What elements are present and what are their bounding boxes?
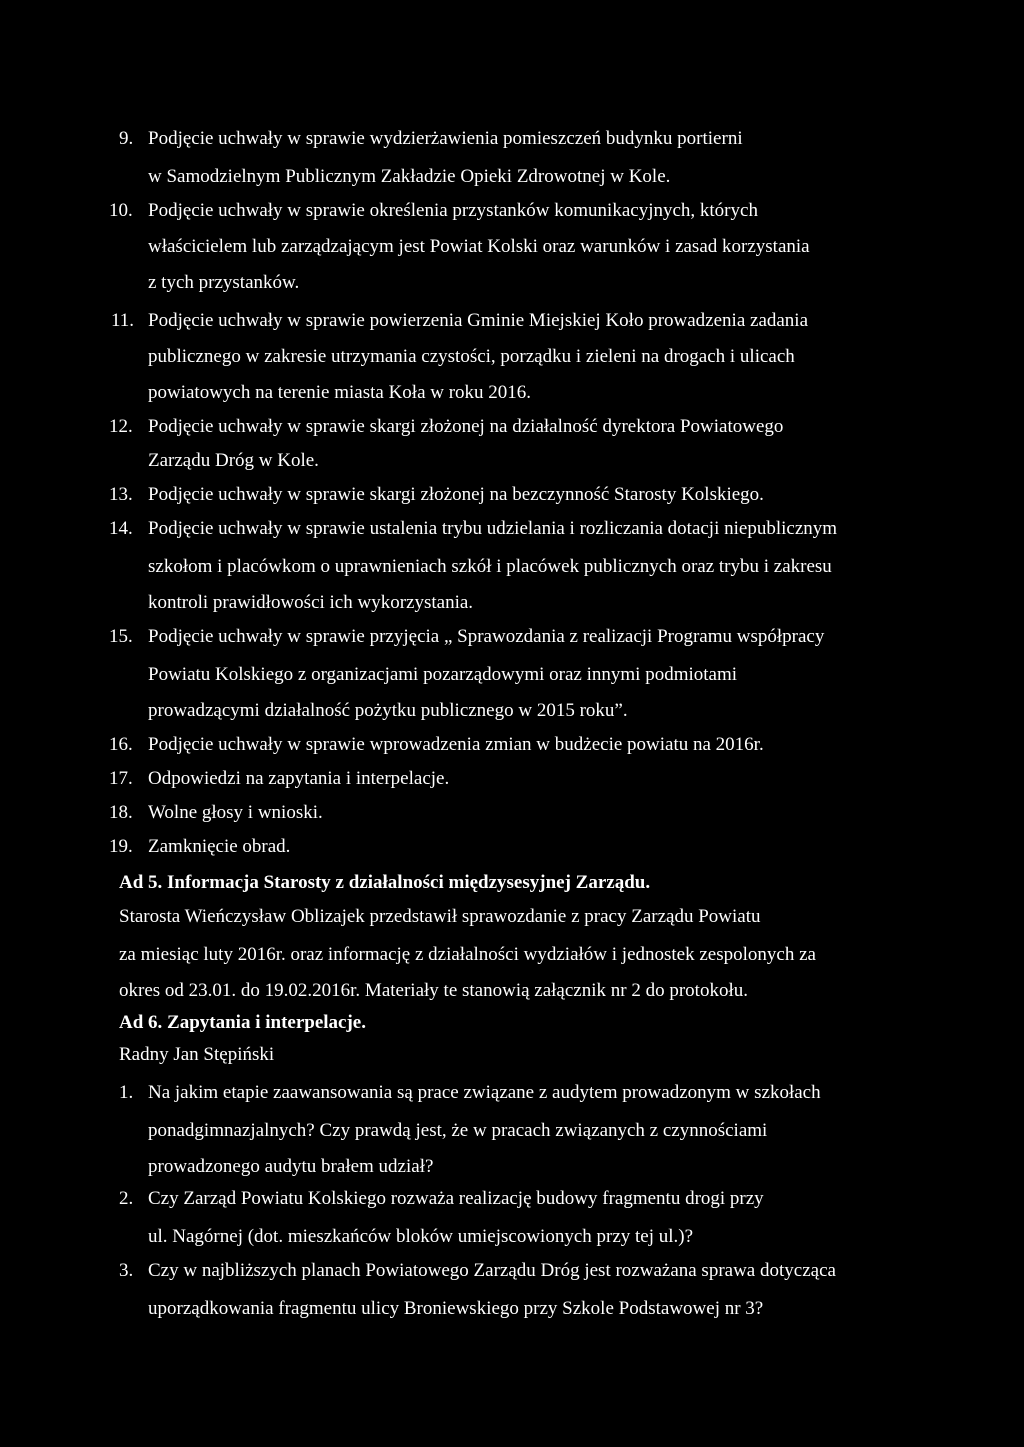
agenda-item-text-line: Zarządu Dróg w Kole. xyxy=(148,450,319,471)
agenda-item-text-line: Podjęcie uchwały w sprawie ustalenia trybu udzielania i rozliczania dotacji niepublicznym xyxy=(148,518,838,539)
agenda-item-text-line: szkołom i placówkom o uprawnieniach szkół i placówek publicznych oraz trybu i zakresu xyxy=(148,556,832,577)
section-heading-ad5 xyxy=(119,872,899,894)
agenda-item-text-line: kontroli prawidłowości ich wykorzystania. xyxy=(148,592,474,613)
agenda-item-text-line: Podjęcie uchwały w sprawie wprowadzenia zmian w budżecie powiatu na 2016r. xyxy=(148,734,764,755)
agenda-item-number: 10. xyxy=(109,200,133,221)
agenda-item-text-line: z tych przystanków. xyxy=(148,272,300,293)
speaker-name xyxy=(119,1044,899,1066)
agenda-item-number: 13. xyxy=(109,484,133,505)
agenda-item-text-line: Podjęcie uchwały w sprawie określenia przystanków komunikacyjnych, których xyxy=(148,200,758,221)
question-text-line: Na jakim etapie zaawansowania są prace związane z audytem prowadzonym w szkołach xyxy=(148,1082,821,1103)
agenda-item-text-line: właścicielem lub zarządzającym jest Powiat Kolski oraz warunków i zasad korzystania xyxy=(148,236,810,257)
section-heading-text: Ad 6. Zapytania i interpelacje. xyxy=(119,1012,366,1033)
agenda-item-text-line: Podjęcie uchwały w sprawie powierzenia Gminie Miejskiej Koło prowadzenia zadania xyxy=(148,310,809,331)
question-text-line: Czy Zarząd Powiatu Kolskiego rozważa realizację budowy fragmentu drogi przy xyxy=(148,1188,764,1209)
agenda-item-text-line: publicznego w zakresie utrzymania czystości, porządku i zieleni na drogach i ulicach xyxy=(148,346,795,367)
agenda-item-number: 11. xyxy=(111,310,135,331)
ad5-paragraph xyxy=(119,906,899,1002)
agenda-item-number: 14. xyxy=(109,518,133,539)
agenda-item-text-line: powiatowych na terenie miasta Koła w roku 2016. xyxy=(148,382,532,403)
question-number: 1. xyxy=(119,1082,134,1103)
question-text-line: uporządkowania fragmentu ulicy Broniewskiego przy Szkole Podstawowej nr 3? xyxy=(148,1298,764,1319)
agenda-item-text-line: Zamknięcie obrad. xyxy=(148,836,291,857)
paragraph-line: za miesiąc luty 2016r. oraz informację z działalności wydziałów i jednostek zespolonych za xyxy=(119,944,816,965)
paragraph-line: okres od 23.01. do 19.02.2016r. Materiały te stanowią załącznik nr 2 do protokołu. xyxy=(119,980,748,1001)
question-text-line: ul. Nagórnej (dot. mieszkańców bloków umiejscowionych przy tej ul.)? xyxy=(148,1226,694,1247)
question-number: 3. xyxy=(119,1260,134,1281)
question-text-line: Czy w najbliższych planach Powiatowego Zarządu Dróg jest rozważana sprawa dotycząca xyxy=(148,1260,836,1281)
question-number: 2. xyxy=(119,1188,134,1209)
paragraph-line: Starosta Wieńczysław Oblizajek przedstawił sprawozdanie z pracy Zarządu Powiatu xyxy=(119,906,761,927)
agenda-item-text-line: Podjęcie uchwały w sprawie skargi złożonej na bezczynność Starosty Kolskiego. xyxy=(148,484,764,505)
agenda-item-number: 19. xyxy=(109,836,133,857)
agenda-item-number: 18. xyxy=(109,802,133,823)
agenda-item-text-line: prowadzącymi działalność pożytku publicznego w 2015 roku”. xyxy=(148,700,628,721)
agenda-item-text-line: Podjęcie uchwały w sprawie wydzierżawienia pomieszczeń budynku portierni xyxy=(148,128,743,149)
agenda-item-text-line: Podjęcie uchwały w sprawie skargi złożonej na działalność dyrektora Powiatowego xyxy=(148,416,784,437)
agenda-item-text-line: Odpowiedzi na zapytania i interpelacje. xyxy=(148,768,450,789)
agenda-item-number: 15. xyxy=(109,626,133,647)
agenda-item-text-line: Podjęcie uchwały w sprawie przyjęcia „ Sprawozdania z realizacji Programu współpracy xyxy=(148,626,825,647)
agenda-item-number: 9. xyxy=(119,128,134,149)
agenda-item-number: 16. xyxy=(109,734,133,755)
speaker-name-text: Radny Jan Stępiński xyxy=(119,1044,275,1065)
section-heading-text: Ad 5. Informacja Starosty z działalności międzysesyjnej Zarządu. xyxy=(119,872,651,893)
section-heading-ad6 xyxy=(119,1012,899,1034)
agenda-item-text-line: w Samodzielnym Publicznym Zakładzie Opieki Zdrowotnej w Kole. xyxy=(148,166,671,187)
question-text-line: ponadgimnazjalnych? Czy prawdą jest, że w pracach związanych z czynnościami xyxy=(148,1120,768,1141)
agenda-item-number: 17. xyxy=(109,768,133,789)
agenda-item-text-line: Powiatu Kolskiego z organizacjami pozarządowymi oraz innymi podmiotami xyxy=(148,664,738,685)
agenda-item-number: 12. xyxy=(109,416,133,437)
question-text-line: prowadzonego audytu brałem udział? xyxy=(148,1156,434,1177)
agenda-item-text-line: Wolne głosy i wnioski. xyxy=(148,802,323,823)
